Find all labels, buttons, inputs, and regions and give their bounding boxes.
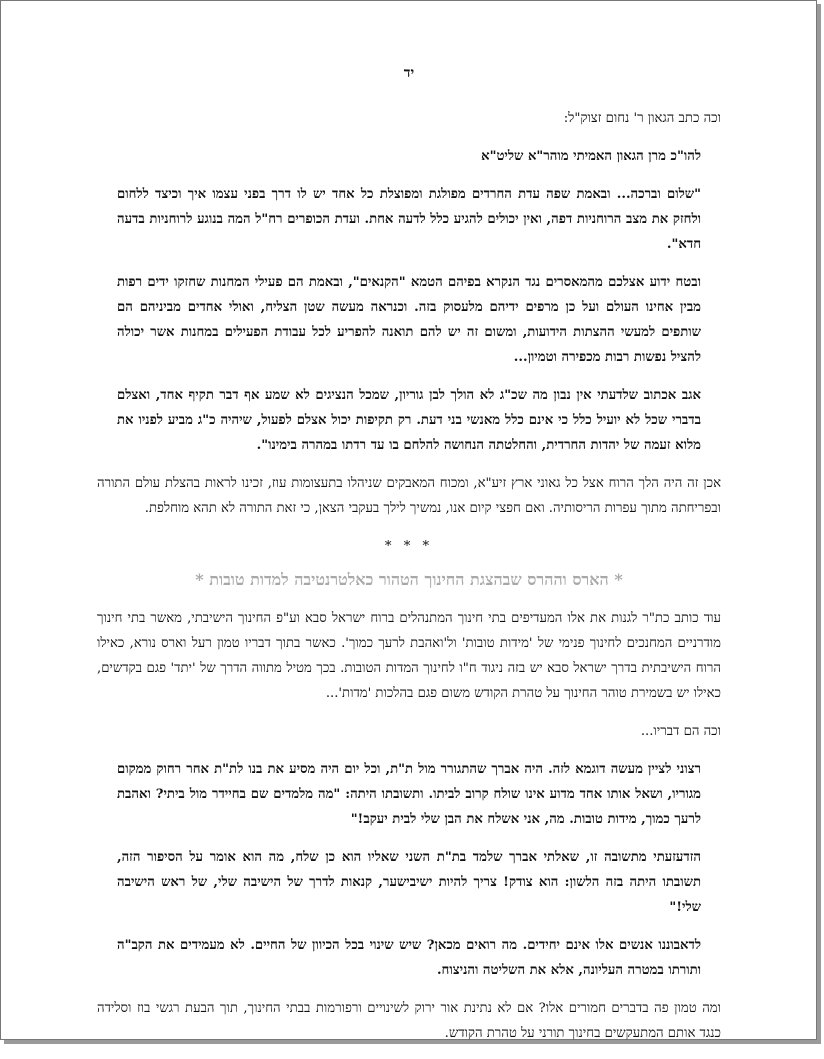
letter-paragraph: אגב אכתוב שלדעתי אין נבון מה שכ"ג לא הולך לבן גוריון, שמכל הנציגים לא שמע אף דבר תקיף אחד, ואצלם בדברי שכל לא יועיל כלל כי אינם כלל מאנשי בני דעת. רק תקיפות יכול אצלם לפעול, שיהיה כ"ג מביע לפניו את מלוא זעמה של יהדות החרדית, והחלטתה הנחושה להלחם בו עד רדתו במהרה בימינו". (117, 388, 701, 453)
intro-line: וכה כתב הגאון ר' נחום זצוק"ל: (563, 111, 721, 126)
page-content (97, 61, 721, 1059)
section-intro-paragraph: עוד כותב כת"ר לגנות את אלו המעדיפים בתי חינוך המתנהלים ברוח ישראל סבא וע"פ החינוך הישיבתי, מאשר בתי חינוך מודרניים המחנכים לחינוך פנימי של 'מידות טובות' ול'ואהבת לרעך כמוך'. כאשר בתוך דבריו טמון רעל וארס נורא, כאילו הרוח הישיבתית בדרך ישראל סבא יש בזה ניגוד ח"ו לחינוך המדות הטובות. בכך מטיל מתווה הדרך של 'יתד' פגם בקדשים, כאילו יש בשמירת טוהר החינוך על טהרת הקודש משום פגם בהלכות 'מדות'... (97, 611, 721, 701)
section-lead: וכה הם דבריו... (640, 724, 721, 739)
letter-paragraph: "שלום וברכה... ובאמת שפה עדת החרדים מפולגת ומפוצלת כל אחד יש לו דרך בפני עצמו איך וכיצד ללחום ולחזק את מצב הרוחניות דפה, ואין יכולים להגיע כלל לדעה אחת. ועדת הכופרים רח"ל המה בנוגע לרוחניות בדעה חדא". (117, 187, 701, 252)
quote-paragraph: רצוני לציין מעשה דוגמא לזה. היה אברך שהתגורר מול ת"ת, וכל יום היה מסיע את בנו לת"ת אחר רחוק ממקום מגוריו, ושאל אותו אחד מדוע אינו שולח קרוב לביתו. ותשובתו היתה: "מה מלמדים שם בחיידר מול ביתי? ואהבת לרעך כמוך, מידות טובות. מה, אני אשלח את הבן שלי לבית יעקב!" (117, 762, 701, 827)
letter-salutation: להו"כ מרן הגאון האמיתי מוהר"א שליט"א (481, 149, 701, 164)
letter-paragraph: ובטח ידוע אצלכם מהמאסרים נגד הנקרא בפיהם הטמא "הקנאים", ובאמת הם פעילי המחנות שחזקו ידים רפות מבין אחינו העולם ועל כן מרפים ידיהם מלעסוק בזה. וכנראה מעשה שטן הצליח, ואולי אחדים מביניהם הם שותפים למעשי ההצתות הידועות, ומשום זה יש להם תואנה להפריע לכל עבודת הפעילים במחנות אשר יכולה להציל נפשות רבות מכפירה וטמיון... (117, 275, 701, 365)
closing-paragraph: ומה טמון פה בדברים חמורים אלו? אם לא נתינת אור ירוק לשינויים ורפורמות בבתי החינוך, תוך הבעת רגשי בוז וסלידה כנגד אותם המתעקשים בחינוך תורני על טהרת הקודש. (97, 1001, 721, 1041)
section-separator: * * * (384, 539, 434, 554)
quote-paragraph: הזדעזעתי מתשובה זו, שאלתי אברך שלמד בת"ת השני שאליו הוא כן שלח, מה הוא אומר על הסיפור הזה, תשובתו היתה בזה הלשון: הוא צודק! צריך להיות ישיבישער, קנאות לדרך של הישיבה שלי, של ראש הישיבה שלי!" (117, 850, 701, 915)
quote-paragraph: לדאבוננו אנשים אלו אינם יחידים. מה רואים מכאן? שיש שינוי בכל הכיוון של החיים. לא מעמידים את הקב"ה ותורתו במטרה העליונה, אלא את השליטה והניצוח. (117, 938, 701, 978)
conclusion-paragraph: אכן זה היה הלך הרוח אצל כל גאוני ארץ זיע"א, ומכוח המאבקים שניהלו בתעצומות עוז, זכינו לראות בהצלת עולם התורה ובפריחתה מתוך עפרות הריסותיה. ואם חפצי קיום אנו, נמשיך לילך בעקבי הצאן, כי זאת התורה לא תהא מוחלפת. (97, 476, 721, 516)
page-number: יד (403, 65, 415, 81)
section-heading: * הארס וההרס שבהצגת החינוך הטהור כאלטרנטיבה למדות טובות * (195, 570, 623, 589)
